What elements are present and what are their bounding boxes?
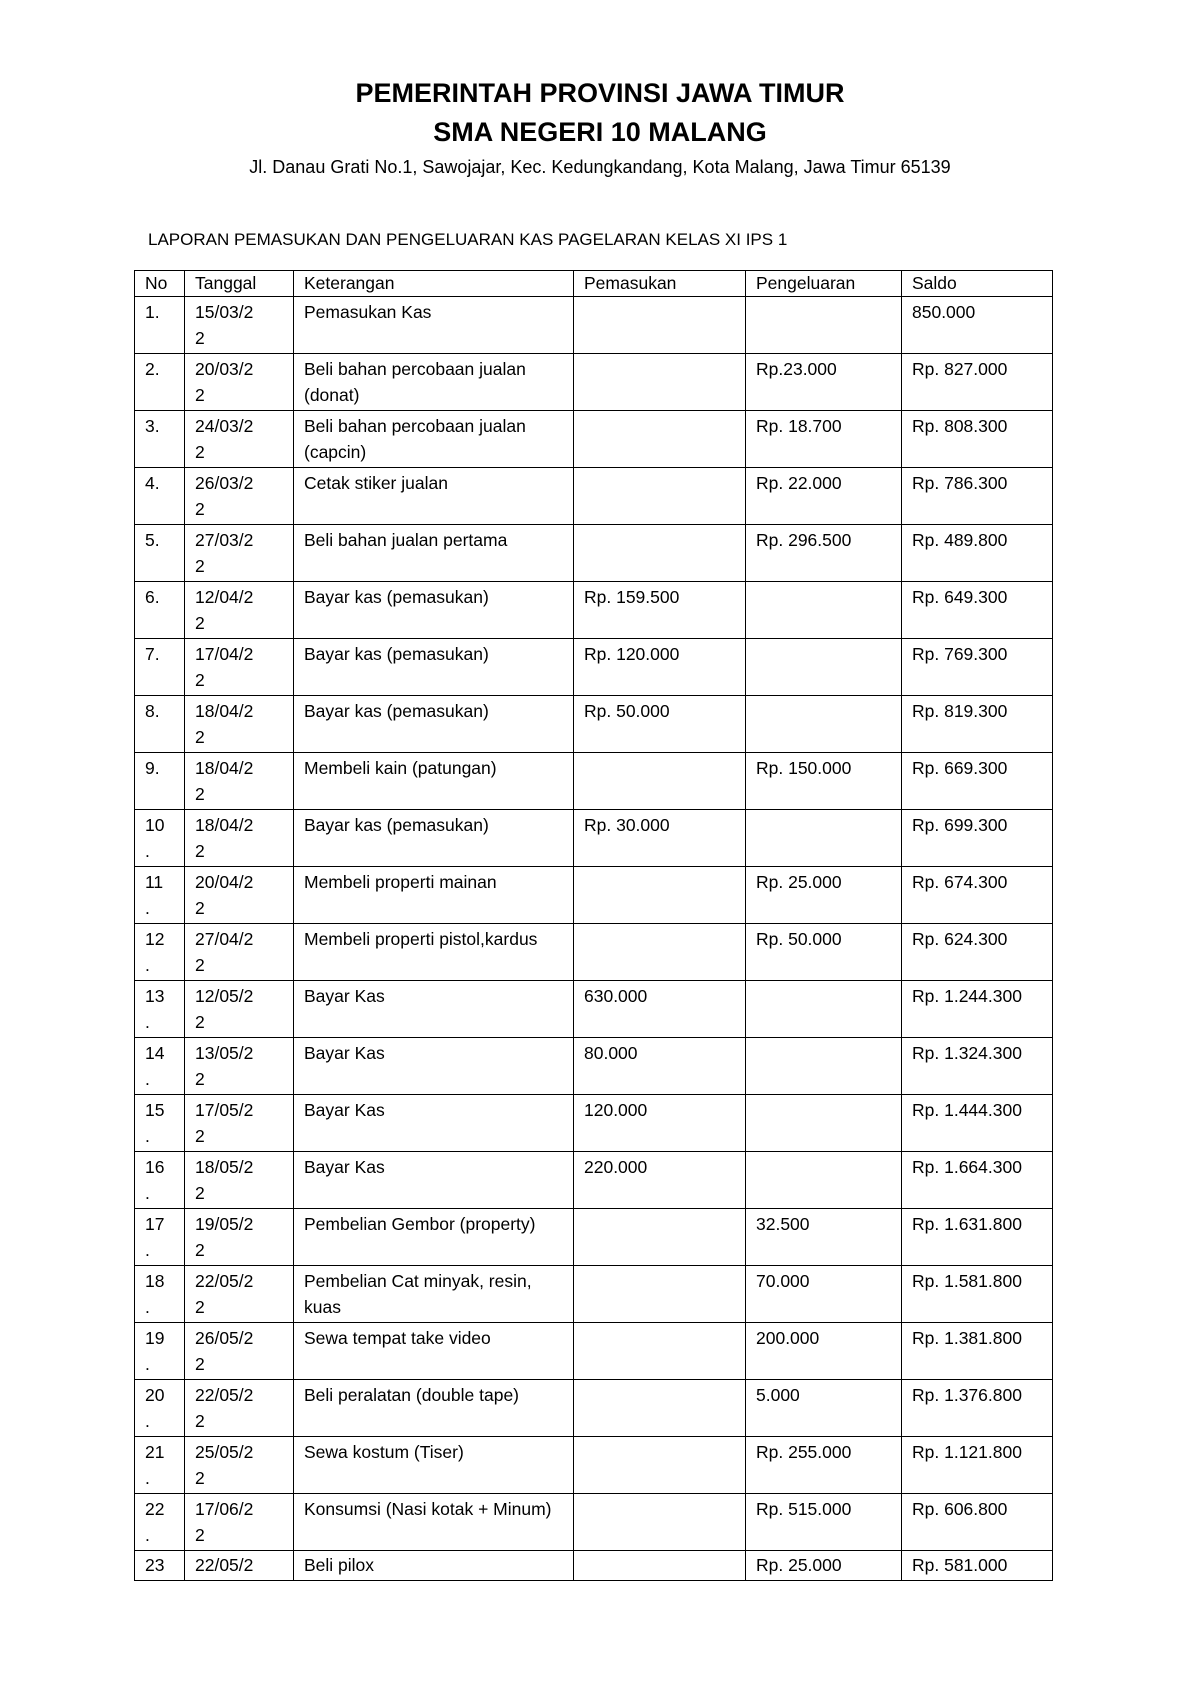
- cell-keterangan: Membeli properti pistol,kardus: [294, 924, 574, 981]
- cell-saldo: Rp. 827.000: [902, 354, 1053, 411]
- cell-pengeluaran: [746, 639, 902, 696]
- table-row: [135, 411, 1053, 468]
- cash-ledger-table: [134, 270, 1053, 1581]
- cell-pemasukan: 630.000: [574, 981, 746, 1038]
- cell-pemasukan: [574, 411, 746, 468]
- cell-pengeluaran: 32.500: [746, 1209, 902, 1266]
- cell-keterangan: Bayar kas (pemasukan): [294, 582, 574, 639]
- cell-saldo: 850.000: [902, 297, 1053, 354]
- cell-keterangan: Sewa tempat take video: [294, 1323, 574, 1380]
- column-header-saldo: Saldo: [902, 271, 1053, 297]
- cell-saldo: Rp. 1.631.800: [902, 1209, 1053, 1266]
- cell-tanggal: 12/04/2 2: [185, 582, 294, 639]
- cell-tanggal: 22/05/2 2: [185, 1266, 294, 1323]
- cell-pengeluaran: [746, 981, 902, 1038]
- cell-no: 11 .: [135, 867, 185, 924]
- cell-tanggal: 19/05/2 2: [185, 1209, 294, 1266]
- cell-pemasukan: Rp. 30.000: [574, 810, 746, 867]
- cell-tanggal: 26/03/2 2: [185, 468, 294, 525]
- cell-keterangan: Bayar Kas: [294, 981, 574, 1038]
- cell-tanggal: 27/04/2 2: [185, 924, 294, 981]
- cell-pemasukan: [574, 924, 746, 981]
- cell-pemasukan: [574, 1209, 746, 1266]
- cell-tanggal: 25/05/2 2: [185, 1437, 294, 1494]
- cell-tanggal: 27/03/2 2: [185, 525, 294, 582]
- cell-keterangan: Beli bahan jualan pertama: [294, 525, 574, 582]
- cell-saldo: Rp. 1.121.800: [902, 1437, 1053, 1494]
- cell-tanggal: 18/04/2 2: [185, 753, 294, 810]
- cell-pemasukan: [574, 867, 746, 924]
- table-row: [135, 582, 1053, 639]
- table-header-row: [135, 271, 1053, 297]
- table-row: [135, 696, 1053, 753]
- cell-keterangan: Bayar Kas: [294, 1152, 574, 1209]
- cell-no: 19 .: [135, 1323, 185, 1380]
- cell-tanggal: 17/04/2 2: [185, 639, 294, 696]
- table-row: [135, 1209, 1053, 1266]
- cell-pengeluaran: 200.000: [746, 1323, 902, 1380]
- cell-pemasukan: [574, 1380, 746, 1437]
- table-row: [135, 867, 1053, 924]
- cell-pengeluaran: [746, 696, 902, 753]
- cell-no: 13 .: [135, 981, 185, 1038]
- table-row: [135, 1551, 1053, 1581]
- cell-pemasukan: Rp. 50.000: [574, 696, 746, 753]
- table-row: [135, 297, 1053, 354]
- cell-pemasukan: [574, 525, 746, 582]
- cell-pengeluaran: Rp. 50.000: [746, 924, 902, 981]
- cell-keterangan: Bayar kas (pemasukan): [294, 639, 574, 696]
- cell-pengeluaran: Rp. 255.000: [746, 1437, 902, 1494]
- cell-tanggal: 17/06/2 2: [185, 1494, 294, 1551]
- cell-pengeluaran: [746, 582, 902, 639]
- cell-keterangan: Bayar kas (pemasukan): [294, 810, 574, 867]
- cell-no: 16 .: [135, 1152, 185, 1209]
- cell-no: 7.: [135, 639, 185, 696]
- table-row: [135, 924, 1053, 981]
- cell-keterangan: Sewa kostum (Tiser): [294, 1437, 574, 1494]
- table-row: [135, 1038, 1053, 1095]
- cell-pemasukan: [574, 1323, 746, 1380]
- cell-no: 12 .: [135, 924, 185, 981]
- cell-no: 23: [135, 1551, 185, 1581]
- table-row: [135, 1152, 1053, 1209]
- cell-no: 5.: [135, 525, 185, 582]
- cell-no: 8.: [135, 696, 185, 753]
- cell-pemasukan: [574, 1437, 746, 1494]
- cell-pemasukan: [574, 1551, 746, 1581]
- cell-pengeluaran: [746, 810, 902, 867]
- cell-pengeluaran: 5.000: [746, 1380, 902, 1437]
- cell-keterangan: Beli pilox: [294, 1551, 574, 1581]
- cell-pengeluaran: [746, 297, 902, 354]
- cell-saldo: Rp. 1.381.800: [902, 1323, 1053, 1380]
- cell-tanggal: 18/04/2 2: [185, 696, 294, 753]
- cell-tanggal: 18/05/2 2: [185, 1152, 294, 1209]
- table-row: [135, 468, 1053, 525]
- cell-pemasukan: [574, 753, 746, 810]
- cell-pemasukan: [574, 1266, 746, 1323]
- table-row: [135, 639, 1053, 696]
- cell-no: 2.: [135, 354, 185, 411]
- column-header-tanggal: Tanggal: [185, 271, 294, 297]
- cell-keterangan: Beli bahan percobaan jualan (capcin): [294, 411, 574, 468]
- cell-pemasukan: [574, 468, 746, 525]
- cell-pengeluaran: [746, 1038, 902, 1095]
- cell-pengeluaran: [746, 1095, 902, 1152]
- cell-pemasukan: [574, 1494, 746, 1551]
- cell-keterangan: Pemasukan Kas: [294, 297, 574, 354]
- table-row: [135, 981, 1053, 1038]
- cell-no: 1.: [135, 297, 185, 354]
- cell-tanggal: 15/03/2 2: [185, 297, 294, 354]
- table-row: [135, 1266, 1053, 1323]
- cell-saldo: Rp. 669.300: [902, 753, 1053, 810]
- cell-tanggal: 22/05/2 2: [185, 1380, 294, 1437]
- cell-saldo: Rp. 489.800: [902, 525, 1053, 582]
- report-title: LAPORAN PEMASUKAN DAN PENGELUARAN KAS PAGELARAN KELAS XI IPS 1: [148, 230, 788, 249]
- cell-saldo: Rp. 1.244.300: [902, 981, 1053, 1038]
- cell-no: 14 .: [135, 1038, 185, 1095]
- cell-pemasukan: Rp. 159.500: [574, 582, 746, 639]
- column-header-pemasukan: Pemasukan: [574, 271, 746, 297]
- cell-no: 21 .: [135, 1437, 185, 1494]
- cell-saldo: Rp. 1.664.300: [902, 1152, 1053, 1209]
- cell-tanggal: 18/04/2 2: [185, 810, 294, 867]
- cell-no: 20 .: [135, 1380, 185, 1437]
- school-heading: SMA NEGERI 10 MALANG: [433, 117, 767, 147]
- column-header-no: No: [135, 271, 185, 297]
- cell-tanggal: 22/05/2: [185, 1551, 294, 1581]
- cell-saldo: Rp. 624.300: [902, 924, 1053, 981]
- table-row: [135, 1323, 1053, 1380]
- cell-no: 3.: [135, 411, 185, 468]
- cell-keterangan: Beli bahan percobaan jualan (donat): [294, 354, 574, 411]
- cell-pengeluaran: Rp. 25.000: [746, 1551, 902, 1581]
- cell-tanggal: 24/03/2 2: [185, 411, 294, 468]
- cell-tanggal: 13/05/2 2: [185, 1038, 294, 1095]
- cell-keterangan: Bayar kas (pemasukan): [294, 696, 574, 753]
- government-heading: PEMERINTAH PROVINSI JAWA TIMUR: [355, 78, 845, 108]
- cell-keterangan: Konsumsi (Nasi kotak + Minum): [294, 1494, 574, 1551]
- cell-saldo: Rp. 699.300: [902, 810, 1053, 867]
- cell-no: 10 .: [135, 810, 185, 867]
- cell-keterangan: Beli peralatan (double tape): [294, 1380, 574, 1437]
- cell-keterangan: Bayar Kas: [294, 1095, 574, 1152]
- cell-pemasukan: 220.000: [574, 1152, 746, 1209]
- school-address: Jl. Danau Grati No.1, Sawojajar, Kec. Kedungkandang, Kota Malang, Jawa Timur 65139: [249, 157, 951, 177]
- cell-pemasukan: Rp. 120.000: [574, 639, 746, 696]
- cell-tanggal: 20/04/2 2: [185, 867, 294, 924]
- cell-no: 6.: [135, 582, 185, 639]
- cell-saldo: Rp. 769.300: [902, 639, 1053, 696]
- cell-tanggal: 17/05/2 2: [185, 1095, 294, 1152]
- table-row: [135, 1380, 1053, 1437]
- cell-saldo: Rp. 1.376.800: [902, 1380, 1053, 1437]
- table-row: [135, 753, 1053, 810]
- cell-tanggal: 26/05/2 2: [185, 1323, 294, 1380]
- cell-pemasukan: 120.000: [574, 1095, 746, 1152]
- cell-saldo: Rp. 819.300: [902, 696, 1053, 753]
- cell-pengeluaran: 70.000: [746, 1266, 902, 1323]
- column-header-pengeluaran: Pengeluaran: [746, 271, 902, 297]
- cell-saldo: Rp. 606.800: [902, 1494, 1053, 1551]
- cell-saldo: Rp. 786.300: [902, 468, 1053, 525]
- table-row: [135, 1494, 1053, 1551]
- cell-no: 18 .: [135, 1266, 185, 1323]
- cell-pengeluaran: Rp. 25.000: [746, 867, 902, 924]
- cell-keterangan: Bayar Kas: [294, 1038, 574, 1095]
- cell-saldo: Rp. 581.000: [902, 1551, 1053, 1581]
- cell-pemasukan: 80.000: [574, 1038, 746, 1095]
- cell-pemasukan: [574, 354, 746, 411]
- cell-no: 22 .: [135, 1494, 185, 1551]
- table-row: [135, 354, 1053, 411]
- cell-keterangan: Membeli kain (patungan): [294, 753, 574, 810]
- table-row: [135, 1095, 1053, 1152]
- cell-pengeluaran: [746, 1152, 902, 1209]
- cell-tanggal: 12/05/2 2: [185, 981, 294, 1038]
- cell-keterangan: Cetak stiker jualan: [294, 468, 574, 525]
- cell-pengeluaran: Rp. 515.000: [746, 1494, 902, 1551]
- table-row: [135, 810, 1053, 867]
- cell-pengeluaran: Rp. 18.700: [746, 411, 902, 468]
- cell-saldo: Rp. 649.300: [902, 582, 1053, 639]
- cell-pengeluaran: Rp. 296.500: [746, 525, 902, 582]
- column-header-keterangan: Keterangan: [294, 271, 574, 297]
- cell-no: 4.: [135, 468, 185, 525]
- cell-saldo: Rp. 1.324.300: [902, 1038, 1053, 1095]
- cell-saldo: Rp. 808.300: [902, 411, 1053, 468]
- table-body: [135, 297, 1053, 1581]
- cell-saldo: Rp. 674.300: [902, 867, 1053, 924]
- table-row: [135, 1437, 1053, 1494]
- cell-keterangan: Membeli properti mainan: [294, 867, 574, 924]
- table-row: [135, 525, 1053, 582]
- cell-tanggal: 20/03/2 2: [185, 354, 294, 411]
- cell-keterangan: Pembelian Gembor (property): [294, 1209, 574, 1266]
- cell-no: 17 .: [135, 1209, 185, 1266]
- cell-pemasukan: [574, 297, 746, 354]
- cell-pengeluaran: Rp. 150.000: [746, 753, 902, 810]
- cell-no: 9.: [135, 753, 185, 810]
- cell-no: 15 .: [135, 1095, 185, 1152]
- cell-saldo: Rp. 1.444.300: [902, 1095, 1053, 1152]
- cell-saldo: Rp. 1.581.800: [902, 1266, 1053, 1323]
- cell-pengeluaran: Rp. 22.000: [746, 468, 902, 525]
- cell-keterangan: Pembelian Cat minyak, resin, kuas: [294, 1266, 574, 1323]
- cell-pengeluaran: Rp.23.000: [746, 354, 902, 411]
